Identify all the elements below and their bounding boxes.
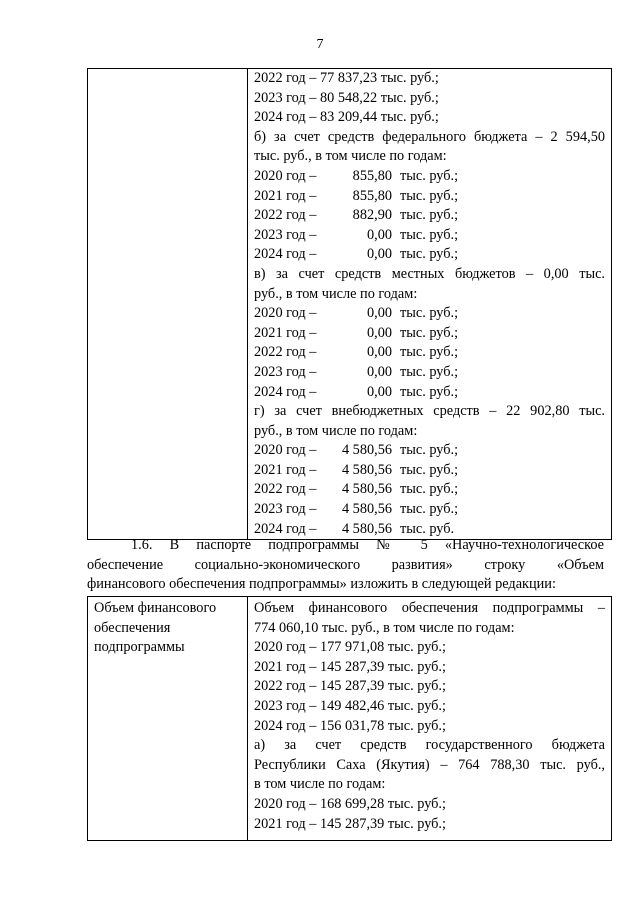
year-line: 2022 год – 77 837,23 тыс. руб.; xyxy=(254,70,439,86)
row-label: подпрограммы xyxy=(94,639,185,656)
funding-table-new xyxy=(87,596,612,841)
federal-budget-heading: б) за счет средств федерального бюджета – 2 594,50 xyxy=(254,128,605,145)
local-budget-heading: в) за счет средств местных бюджетов – 0,00 тыс. xyxy=(254,265,605,282)
local-year-row: 2021 год – 0,00 тыс. руб.; xyxy=(254,324,459,341)
total-heading-cont: 774 060,10 тыс. руб., в том числе по годам: xyxy=(254,619,515,636)
federal-year-row: 2023 год – 0,00 тыс. руб.; xyxy=(254,226,459,243)
state-budget-heading-cont: Республики Саха (Якутия) – 764 788,30 тыс. руб., xyxy=(254,756,605,773)
year-line: 2020 год – 177 971,08 тыс. руб.; xyxy=(254,639,446,656)
extrabudget-year-row: 2020 год – 4 580,56 тыс. руб.; xyxy=(254,442,459,459)
extrabudget-year-row: 2022 год – 4 580,56 тыс. руб.; xyxy=(254,481,459,498)
row-label: обеспечения xyxy=(94,619,171,636)
page-number: 7 xyxy=(316,37,324,52)
table-right-cell xyxy=(248,69,612,540)
paragraph-line: 1.6. В паспорте подпрограммы № 5 «Научно-технологическое xyxy=(131,537,604,553)
local-year-row: 2022 год – 0,00 тыс. руб.; xyxy=(254,344,459,361)
state-budget-heading-cont: в том числе по годам: xyxy=(254,776,386,793)
year-line: 2020 год – 168 699,28 тыс. руб.; xyxy=(254,795,446,812)
local-year-row: 2020 год – 0,00 тыс. руб.; xyxy=(254,305,459,322)
federal-year-row: 2021 год – 855,80 тыс. руб.; xyxy=(254,187,459,204)
paragraph-line: финансового обеспечения подпрограммы» изложить в следующей редакции: xyxy=(87,576,556,593)
federal-year-row: 2020 год – 855,80 тыс. руб.; xyxy=(254,167,459,184)
year-line: 2021 год – 145 287,39 тыс. руб.; xyxy=(254,815,446,832)
year-line: 2024 год – 156 031,78 тыс. руб.; xyxy=(254,717,446,734)
federal-budget-heading-cont: тыс. руб., в том числе по годам: xyxy=(254,148,447,165)
total-heading: Объем финансового обеспечения подпрограммы – xyxy=(254,600,605,616)
federal-year-row: 2022 год – 882,90 тыс. руб.; xyxy=(254,207,459,224)
year-line: 2021 год – 145 287,39 тыс. руб.; xyxy=(254,658,446,675)
amendment-paragraph xyxy=(87,536,604,595)
funding-table-continued xyxy=(87,68,612,540)
extrabudget-heading-cont: руб., в том числе по годам: xyxy=(254,422,418,439)
row-label: Объем финансового xyxy=(94,600,217,616)
paragraph-line: обеспечение социально-экономического развития» строку «Объем xyxy=(87,556,604,573)
table-left-cell xyxy=(88,69,248,540)
table-right-cell xyxy=(248,597,612,841)
local-budget-heading-cont: руб., в том числе по годам: xyxy=(254,285,418,302)
extrabudget-heading: г) за счет внебюджетных средств – 22 902,80 тыс. xyxy=(254,403,605,420)
year-line: 2023 год – 80 548,22 тыс. руб.; xyxy=(254,89,439,106)
year-line: 2024 год – 83 209,44 тыс. руб.; xyxy=(254,109,439,126)
local-year-row: 2023 год – 0,00 тыс. руб.; xyxy=(254,363,459,380)
local-year-row: 2024 год – 0,00 тыс. руб.; xyxy=(254,383,459,400)
extrabudget-year-row: 2021 год – 4 580,56 тыс. руб.; xyxy=(254,461,459,478)
year-line: 2023 год – 149 482,46 тыс. руб.; xyxy=(254,697,446,714)
extrabudget-year-row: 2023 год – 4 580,56 тыс. руб.; xyxy=(254,501,459,518)
year-line: 2022 год – 145 287,39 тыс. руб.; xyxy=(254,678,446,695)
extrabudget-year-row: 2024 год – 4 580,56 тыс. руб. xyxy=(254,520,455,537)
state-budget-heading: а) за счет средств государственного бюджета xyxy=(254,737,605,754)
table-left-cell xyxy=(88,597,248,841)
federal-year-row: 2024 год – 0,00 тыс. руб.; xyxy=(254,246,459,263)
